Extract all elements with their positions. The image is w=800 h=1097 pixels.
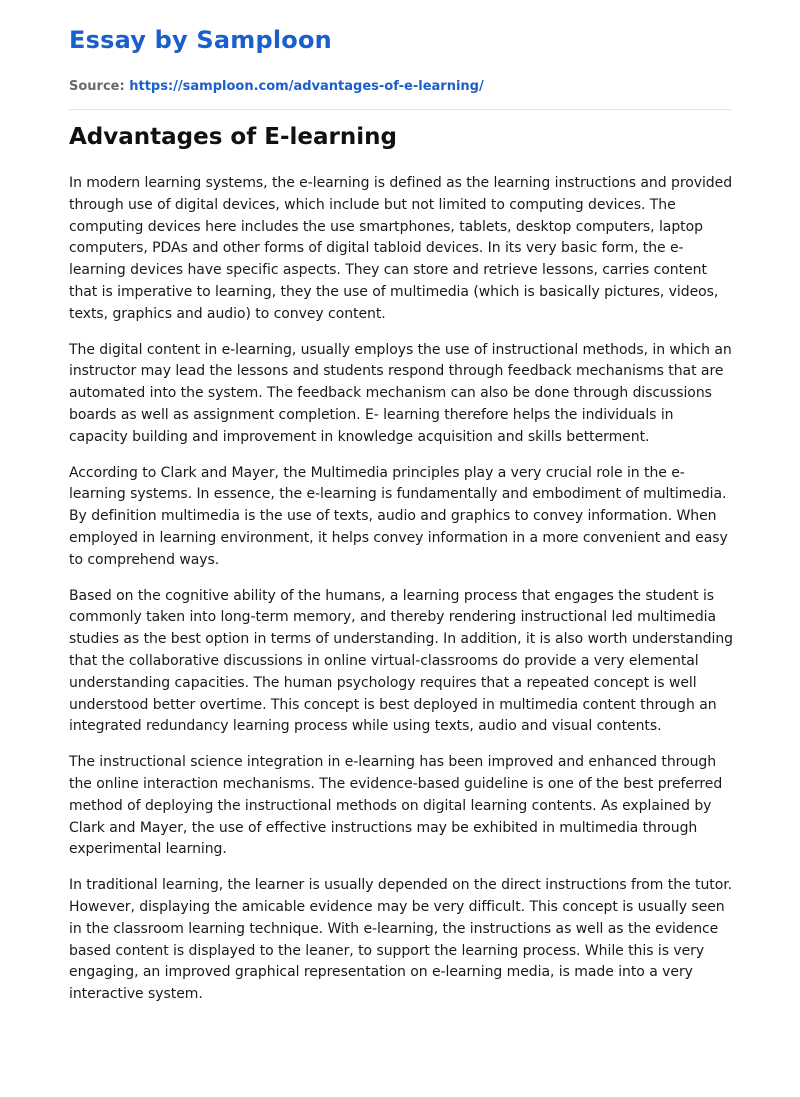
paragraph-3: According to Clark and Mayer, the Multimedia principles play a very crucial role in the e-learning systems. In essence, the e-learning is fundamentally and embodiment of multimedia. By definition multimedia is the use of texts, audio and graphics to convey information. When employed in learning environment, it helps convey information in a more convenient and easy to comprehend ways. bbox=[69, 464, 728, 568]
source-label: Source: bbox=[69, 79, 125, 94]
paragraph-4: Based on the cognitive ability of the humans, a learning process that engages the student is commonly taken into long-term memory, and thereby rendering instructional led multimedia studies as the best option in terms of understanding. In addition, it is also worth understanding that the collaborative discussions in online virtual-classrooms do provide a very elemental understanding capacities. The human psychology requires that a repeated concept is well understood better overtime. This concept is best deployed in multimedia content through an integrated redundancy learning process while using texts, audio and visual contents. bbox=[69, 587, 733, 735]
article-body bbox=[69, 173, 733, 1020]
paragraph-5: The instructional science integration in e-learning has been improved and enhanced through the online interaction mechanisms. The evidence-based guideline is one of the best preferred method of deploying the instructional methods on digital learning contents. As explained by Clark and Mayer, the use of effective instructions may be exhibited in multimedia through experimental learning. bbox=[69, 754, 723, 858]
paragraph-1: In modern learning systems, the e-learning is defined as the learning instructions and provided through use of digital devices, which include but not limited to computing devices. The computing devices here includes the use smartphones, tablets, desktop computers, laptop computers, PDAs and other forms of digital tabloid devices. In its very basic form, the e-learning devices have specific aspects. They can store and retrieve lessons, carries content that is imperative to learning, they the use of multimedia (which is basically pictures, videos, texts, graphics and audio) to convey content. bbox=[69, 175, 733, 322]
paragraph-6: In traditional learning, the learner is usually depended on the direct instructions from the tutor. However, displaying the amicable evidence may be very difficult. This concept is usually seen in the classroom learning technique. With e-learning, the instructions as well as the evidence based content is displayed to the leaner, to support the learning process. While this is very engaging, an improved graphical representation on e-learning media, is made into a very interactive system. bbox=[69, 877, 733, 1003]
paragraph-2: The digital content in e-learning, usually employs the use of instructional methods, in which an instructor may lead the lessons and students respond through feedback mechanisms that are automated into the system. The feedback mechanism can also be done through discussions boards as well as assignment completion. E- learning therefore helps the individuals in capacity building and improvement in knowledge acquisition and skills betterment. bbox=[69, 341, 732, 445]
brand-title[interactable]: Essay by Samploon bbox=[69, 26, 332, 54]
article-title: Advantages of E-learning bbox=[69, 124, 397, 150]
source-link[interactable]: https://samploon.com/advantages-of-e-learning/ bbox=[129, 79, 484, 94]
header-divider bbox=[69, 109, 731, 110]
source-line bbox=[69, 79, 484, 94]
